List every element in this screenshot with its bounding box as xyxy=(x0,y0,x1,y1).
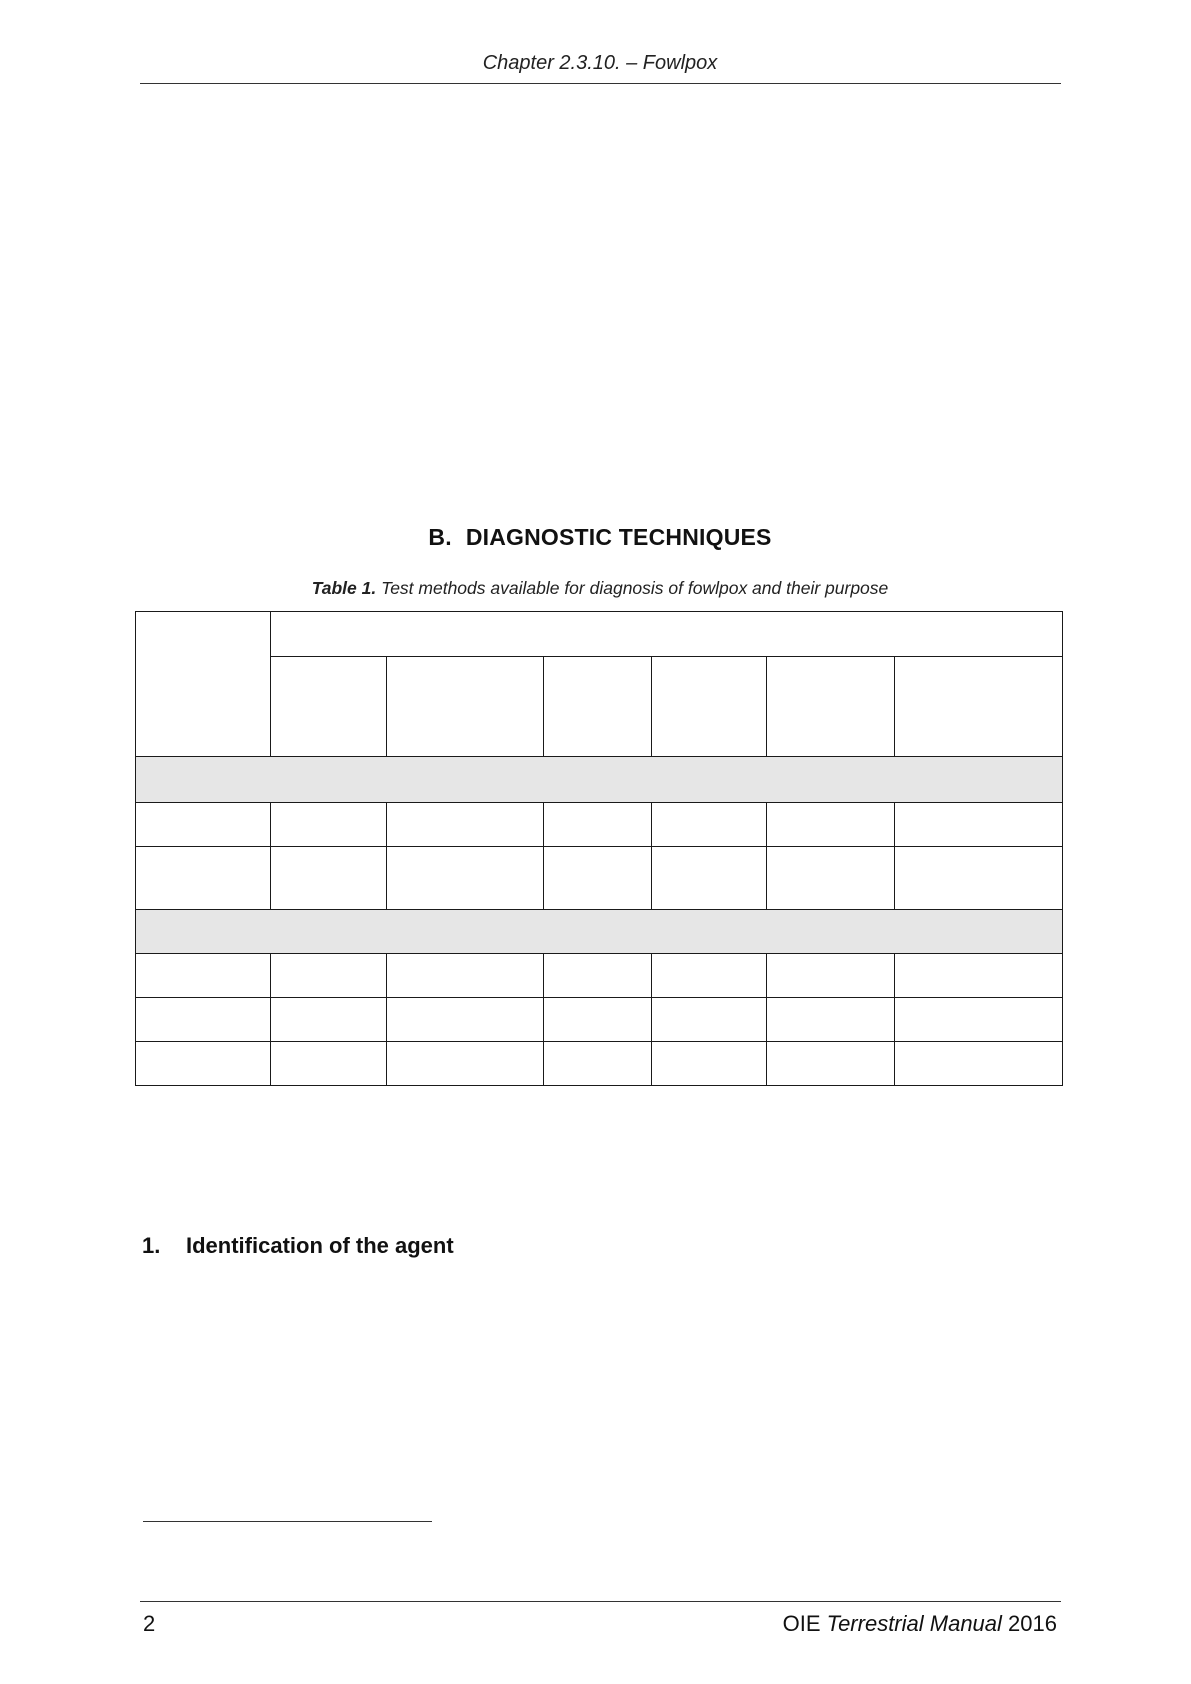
table-cell xyxy=(895,803,1063,847)
table-caption-text: Test methods available for diagnosis of fowlpox and their purpose xyxy=(381,578,889,598)
footnote-separator xyxy=(143,1521,432,1522)
table-subheader-cell xyxy=(767,657,895,757)
table-cell xyxy=(652,1042,767,1086)
test-methods-table xyxy=(135,611,1063,1086)
table-cell xyxy=(652,998,767,1042)
table-subheader-cell xyxy=(544,657,652,757)
table-band-cell xyxy=(136,910,1063,954)
table-subheader-cell xyxy=(652,657,767,757)
table-cell xyxy=(136,1042,271,1086)
table-subheader-row xyxy=(136,657,1063,757)
subsection-number: 1. xyxy=(142,1233,161,1258)
table-cell xyxy=(387,1042,544,1086)
running-header: Chapter 2.3.10. – Fowlpox xyxy=(482,52,718,74)
table-row xyxy=(136,954,1063,998)
table-cell xyxy=(544,1042,652,1086)
table-band-row xyxy=(136,910,1063,954)
table-cell xyxy=(544,998,652,1042)
table-cell xyxy=(271,847,387,910)
table-subheader-cell xyxy=(271,657,387,757)
table-header-row xyxy=(136,612,1063,657)
subsection-title: Identification of the agent xyxy=(186,1233,454,1258)
table-cell xyxy=(652,954,767,998)
table-cell xyxy=(767,954,895,998)
footer-manual-title: Terrestrial Manual xyxy=(826,1611,1002,1636)
table-caption-label: Table 1. xyxy=(311,578,377,598)
table-cell xyxy=(895,847,1063,910)
table-row xyxy=(136,998,1063,1042)
table-cell xyxy=(767,1042,895,1086)
footer-publisher: OIE xyxy=(782,1611,821,1636)
table-cell xyxy=(387,847,544,910)
table-header-method-cell xyxy=(136,612,271,757)
table-cell xyxy=(136,998,271,1042)
table-cell xyxy=(271,803,387,847)
table-cell xyxy=(387,803,544,847)
page-number: 2 xyxy=(143,1611,156,1636)
table-band-row xyxy=(136,757,1063,803)
table-cell xyxy=(387,998,544,1042)
footer-year: 2016 xyxy=(1008,1611,1057,1636)
footer-publication xyxy=(783,1611,1057,1637)
table-row xyxy=(136,847,1063,910)
table-cell xyxy=(136,847,271,910)
table-caption xyxy=(140,578,1060,599)
table-cell xyxy=(544,954,652,998)
section-title xyxy=(140,524,1060,551)
table-cell xyxy=(544,803,652,847)
table-row xyxy=(136,803,1063,847)
table-cell xyxy=(271,954,387,998)
table-band-cell xyxy=(136,757,1063,803)
table-subheader-cell xyxy=(387,657,544,757)
table-cell xyxy=(895,1042,1063,1086)
table-cell xyxy=(767,847,895,910)
table-header-purpose-cell xyxy=(271,612,1063,657)
table-cell xyxy=(136,954,271,998)
table-cell xyxy=(767,803,895,847)
table-cell xyxy=(544,847,652,910)
table-row xyxy=(136,1042,1063,1086)
table-cell xyxy=(271,998,387,1042)
table-cell xyxy=(387,954,544,998)
header-rule xyxy=(140,83,1061,84)
table-subheader-cell xyxy=(895,657,1063,757)
table-cell xyxy=(136,803,271,847)
table-cell xyxy=(271,1042,387,1086)
subsection-heading xyxy=(142,1233,454,1259)
table-cell xyxy=(652,847,767,910)
table-cell xyxy=(895,954,1063,998)
section-number: B. xyxy=(428,524,452,550)
section-title-text: DIAGNOSTIC TECHNIQUES xyxy=(465,524,772,550)
table-cell xyxy=(767,998,895,1042)
table-cell xyxy=(652,803,767,847)
footer-rule xyxy=(140,1601,1061,1602)
table-cell xyxy=(895,998,1063,1042)
